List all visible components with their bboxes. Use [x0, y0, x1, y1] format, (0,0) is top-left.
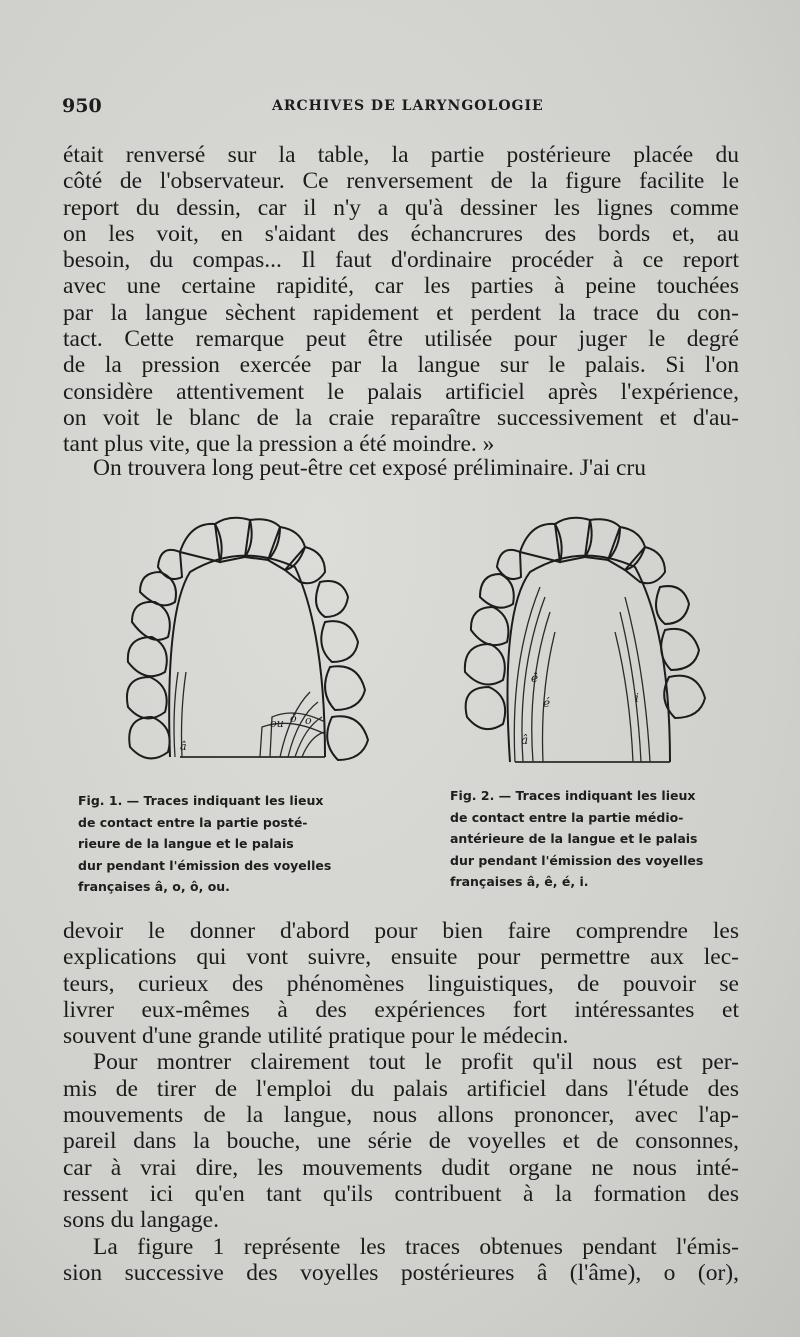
tooth [132, 602, 170, 640]
text-line: on les voit, en s'aidant des échancrures des bords et, au [63, 220, 739, 247]
text-line: besoin, du compas... Il faut d'ordinaire procéder à ce report [63, 247, 739, 274]
text-line: teurs, curieux des phénomènes linguistiques, de pouvoir se [63, 970, 739, 997]
tooth [465, 644, 505, 685]
tooth [316, 581, 348, 617]
caption-line: antérieure de la langue et le palais [450, 831, 698, 846]
vowel-label: é [543, 696, 551, 710]
text-line: ressent ici qu'en tant qu'ils contribuent à la formation des [63, 1180, 739, 1207]
caption-line: de contact entre la partie médio- [450, 809, 684, 825]
text-line: considère attentivement le palais artificiel après l'expérience, [63, 378, 739, 405]
tooth [129, 717, 169, 758]
tooth [471, 607, 508, 645]
figure-1-palate-diagram [120, 512, 380, 782]
text-line: on voit le blanc de la craie reparaître successivement et d'au- [63, 404, 739, 431]
tooth [466, 687, 505, 729]
vowel-label: ô [290, 712, 297, 725]
tooth [325, 666, 365, 710]
text-line: mis de tirer de l'emploi du palais artificiel dans l'étude des [63, 1075, 739, 1102]
caption-line: Fig. 1. — Traces indiquant les lieux [78, 793, 324, 808]
figure-1-caption [78, 790, 408, 898]
caption-line: dur pendant l'émission des voyelles [78, 857, 332, 873]
vowel-label: i [635, 691, 639, 705]
paragraph-1 [63, 142, 739, 458]
vowel-label: â [521, 733, 529, 747]
caption-line: dur pendant l'émission des voyelles [450, 852, 704, 868]
page-header [62, 95, 722, 117]
tooth [327, 716, 368, 760]
text-line: pareil dans la bouche, une série de voyelles et de consonnes, [63, 1128, 739, 1155]
figure-2-svg [455, 512, 725, 782]
text-line: tant plus vite, que la pression a été moindre. » [63, 431, 495, 458]
text-line: devoir le donner d'abord pour bien faire comprendre les [63, 918, 739, 944]
tooth [140, 572, 176, 605]
text-line: La figure 1 représente les traces obtenues pendant l'émis- [93, 1233, 739, 1260]
tooth [321, 621, 358, 662]
running-head: ARCHIVES DE LARYNGOLOGIE [272, 98, 544, 114]
tooth [664, 676, 705, 718]
tooth [158, 550, 182, 579]
palate-outline [169, 556, 325, 757]
tooth [661, 629, 699, 670]
vowel-label: ê [531, 671, 539, 685]
text-line: explications qui vont suivre, ensuite pour permettre aux lec- [63, 944, 739, 971]
text-line: par la langue sèchent rapidement et perdent la trace du con- [63, 299, 739, 326]
tooth [128, 637, 167, 676]
tooth [127, 677, 167, 718]
caption-line: françaises â, ê, é, i. [450, 874, 589, 889]
figure-2-palate-diagram [455, 512, 725, 782]
caption-line: rieure de la langue et le palais [78, 836, 294, 851]
text-line: report du dessin, car il n'y a qu'à dessiner les lignes comme [63, 194, 739, 221]
caption-line: Fig. 2. — Traces indiquant les lieux [450, 788, 696, 803]
vowel-label: â [180, 740, 187, 753]
text-line: sons du langage. [63, 1207, 219, 1234]
page-number: 950 [62, 95, 102, 117]
text-line: car à vrai dire, les mouvements dudit organe ne nous inté- [63, 1154, 739, 1181]
caption-line: françaises â, o, ô, ou. [78, 879, 230, 894]
text-line: était renversé sur la table, la partie postérieure placée du [63, 142, 739, 168]
text-line: On trouvera long peut-être cet exposé préliminaire. J'ai cru [93, 455, 646, 481]
paragraph-3 [63, 918, 739, 1286]
text-line: tact. Cette remarque peut être utilisée pour juger le degré [63, 326, 739, 353]
paragraph-2 [63, 455, 739, 481]
text-line: mouvements de la langue, nous allons prononcer, avec l'ap- [63, 1102, 739, 1129]
figure-1-svg [120, 512, 380, 782]
text-line: de la pression exercée par la langue sur le palais. Si l'on [63, 352, 739, 379]
vowel-label: ou [270, 717, 284, 730]
text-line: côté de l'observateur. Ce renversement de la figure facilite le [63, 168, 739, 195]
tooth [656, 586, 689, 624]
text-line: avec une certaine rapidité, car les parties à peine touchées [63, 273, 739, 300]
tooth [480, 574, 514, 608]
text-line: Pour montrer clairement tout le profit qu'il nous est per- [93, 1049, 739, 1076]
text-line: livrer eux-mêmes à des expériences fort intéressantes et [63, 996, 739, 1023]
figure-2-caption [450, 785, 750, 893]
caption-line: de contact entre la partie posté- [78, 814, 308, 830]
text-line: sion successive des voyelles postérieures â (l'âme), o (or), [63, 1259, 739, 1286]
text-line: souvent d'une grande utilité pratique pour le médecin. [63, 1023, 569, 1050]
vowel-label: o [305, 714, 312, 727]
